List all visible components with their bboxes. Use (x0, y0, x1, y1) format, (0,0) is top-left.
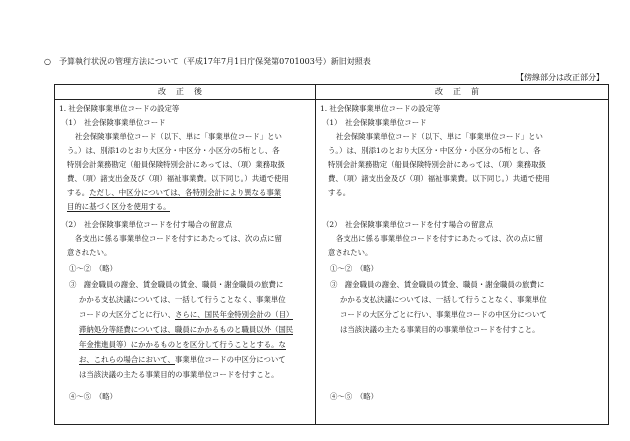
before-s1-heading: （1） 社会保険事業単位コード (322, 118, 427, 127)
before-column (316, 100, 609, 425)
before-s1-line2: う。）は、別添1のとおり大区分・中区分・小区分の5桁とし、各 (328, 146, 541, 155)
before-item-4-5: ④～⑤ （略） (330, 392, 379, 401)
before-s1-line3: 特別会計業務勘定（船員保険特別会計にあっては、（項）業務取扱 (328, 160, 546, 169)
after-column (55, 100, 316, 425)
underline-note: 【傍線部分は改正部分】 (516, 73, 604, 82)
before-section-title: 1. 社会保険事業単位コードの設定等 (320, 104, 441, 113)
after-item3-line3-underlined: さらに、国民年金特別会計の（目） (175, 310, 294, 319)
after-item3-line5-underlined: 年金推進員等）にかかるものとを区分して行うこととする。な (79, 340, 286, 349)
after-s2-line2: 意されたい。 (67, 248, 112, 257)
after-item3-line2: かかる支払決議については、一括して行うことなく、事業単位 (79, 295, 286, 304)
before-s1-line1: 社会保険事業単位コード（以下、単に「事業単位コード」とい (336, 132, 543, 141)
before-s2-line1: 各支出に係る事業単位コードを付すにあたっては、次の点に留 (336, 234, 543, 243)
after-item3-line6-plain: 事業単位コードの中区分について (174, 355, 286, 364)
before-item3-line2: かかる支払決議については、一括して行うことなく、事業単位 (340, 295, 547, 304)
document-title: ○ 予算執行状況の管理方法について（平成17年7月1日庁保発第0701003号）新旧対照表 (44, 57, 371, 66)
after-item3-line4 (79, 323, 293, 337)
after-section-title: 1. 社会保険事業単位コードの設定等 (59, 104, 180, 113)
after-s2-line1: 各支出に係る事業単位コードを付すにあたっては、次の点に留 (75, 234, 282, 243)
after-s1-line2: う。）は、別添1のとおり大区分・中区分・小区分の5桁とし、各 (67, 146, 280, 155)
before-item-1-2: ①～② （略） (330, 264, 379, 273)
after-item3-line7: は当該決議の主たる事業目的の事業単位コードを付すこと。 (79, 370, 279, 379)
after-item3-line6-underlined: お、これらの場合において、 (79, 355, 175, 364)
header-before: 改正前 (316, 85, 609, 100)
after-item-4-5: ④～⑤ （略） (69, 392, 118, 401)
after-s1-line3: 特別会計業務勘定（船員保険特別会計にあっては、（項）業務取扱 (67, 160, 285, 169)
after-item3-line1: ③ 謝金職員の謝金、賃金職員の賃金、職員・謝金職員の旅費に (69, 280, 284, 289)
header-after: 改正後 (55, 85, 316, 100)
comparison-table (54, 84, 609, 425)
after-s1-line1: 社会保険事業単位コード（以下、単に「事業単位コード」とい (75, 132, 282, 141)
after-item3-line6 (79, 353, 286, 367)
before-item3-line4: は当該決議の主たる事業目的の事業単位コードを付すこと。 (340, 325, 540, 334)
after-s1-line4: 費、（項）諸支出金及び（項）福祉事業費。以下同じ。）共通で使用 (67, 174, 289, 183)
before-item3-line3: コードの大区分ごとに行い、事業単位コードの中区分について (340, 310, 547, 319)
after-s1-line6-underlined: 目的に基づく区分を使用する。 (67, 202, 171, 211)
after-item-1-2: ①～② （略） (69, 264, 118, 273)
before-item3-line1: ③ 謝金職員の謝金、賃金職員の賃金、職員・謝金職員の旅費に (330, 280, 545, 289)
before-s2-heading: （2） 社会保険事業単位コードを付す場合の留意点 (322, 220, 493, 229)
after-s1-line5-underlined: ただし、中区分については、各特別会計により異なる事業 (89, 188, 282, 197)
before-s1-line4: 費、（項）諸支出金及び（項）福祉事業費。以下同じ。）共通で使用 (328, 174, 550, 183)
before-s1-line5: する。 (328, 188, 351, 197)
after-item3-line4-underlined: 滞納処分等経費については、職員にかかるものと職員以外（国民 (79, 325, 294, 334)
after-s1-line6 (67, 200, 170, 214)
after-s1-line5 (67, 186, 281, 200)
before-s2-line2: 意されたい。 (328, 248, 373, 257)
after-s1-line5-plain: する。 (67, 188, 90, 197)
after-s1-heading: （1） 社会保険事業単位コード (61, 118, 166, 127)
after-item3-line5 (79, 338, 286, 352)
after-item3-line3-plain: コードの大区分ごとに行い、 (79, 310, 176, 319)
after-item3-line3 (79, 308, 293, 322)
after-s2-heading: （2） 社会保険事業単位コードを付す場合の留意点 (61, 220, 232, 229)
